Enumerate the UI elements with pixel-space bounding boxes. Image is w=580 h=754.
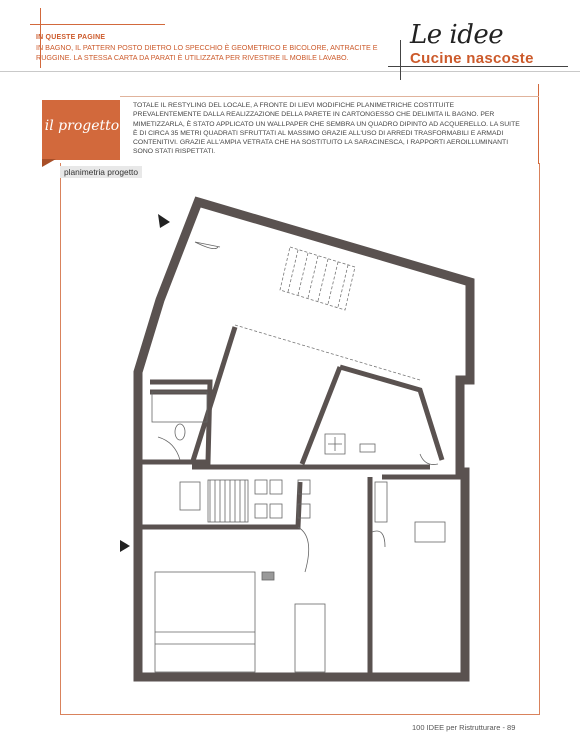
sink — [180, 482, 200, 510]
entry-door-arc — [195, 242, 220, 249]
caption-text: IN BAGNO, IL PATTERN POSTO DIETRO LO SPECCHIO È GEOMETRICO E BICOLORE, ANTRACITE E RUGGINE. LA STESSA CARTA DA PARATI È UTILIZZATA PER RIVESTIRE IL MOBILE LAVABO. — [36, 43, 378, 62]
floor-plan-drawing — [120, 192, 480, 692]
shower — [152, 392, 207, 422]
section-vertical-rule — [400, 40, 401, 80]
stair — [280, 247, 355, 310]
kitchen-grid — [210, 480, 245, 522]
chair — [255, 480, 267, 494]
header-divider — [0, 71, 580, 72]
coffee-table — [262, 572, 274, 580]
chair — [270, 504, 282, 518]
toilet — [175, 424, 185, 440]
suite-partition-2 — [302, 367, 340, 464]
kitchen-counter — [208, 480, 248, 522]
progetto-body-text: TOTALE IL RESTYLING DEL LOCALE, A FRONTE DI LIEVI MODIFICHE PLANIMETRICHE COSTITUITE PREVALENTEMENTE DALLA REALIZZAZIONE DELLA PARETE IN CARTONGESSO CHE DELIMITA IL BAGNO. PER MIMETIZZARLA, È STATO APPLICATO UN WALLPAPER CHE SEMBRA UN QUADRO DIPINTO AD ACQUERELLO. LA SUITE È DI CIRCA 35 METRI QUADRATI SFRUTTATI AL MASSIMO GRAZIE ALL'USO DI ARREDI TRASFORMABILI E ARMADI CONTENITIVI. GRAZIE ALL'AMPIA VETRATA CHE HA SOSTITUITO LA SARACINESCA, I RAPPORTI AEROILLUMINANTI SONO STATI RISPETTATI. — [133, 102, 520, 156]
progetto-badge-label: il progetto — [44, 118, 120, 134]
kitchen-wall — [138, 482, 300, 527]
chair — [255, 504, 267, 518]
outer-wall — [138, 202, 470, 677]
bedroom-door-arc-2 — [372, 531, 385, 547]
chair — [270, 480, 282, 494]
progetto-badge-tab — [42, 159, 56, 167]
bathroom-door-arc — [158, 437, 180, 460]
section-script-title: Le idee — [410, 20, 504, 50]
section-title: Cucine nascoste — [410, 50, 534, 67]
caption-kicker: IN QUESTE PAGINE — [36, 34, 106, 41]
living-door-arc — [298, 527, 309, 572]
top-rule-left — [30, 24, 165, 25]
page-footer: 100 IDEE per Ristrutturare - 89 — [412, 723, 516, 732]
bed — [415, 522, 445, 542]
mezzanine-outline — [235, 325, 420, 380]
side-entry-arrow-icon — [120, 540, 130, 552]
sofa-bed-detail — [155, 632, 255, 644]
bathroom-vanity — [360, 444, 375, 452]
wardrobe — [375, 482, 387, 522]
plan-label: planimetria progetto — [60, 166, 142, 178]
storage-cabinet — [295, 604, 325, 672]
diagonal-partition — [192, 327, 235, 464]
entry-arrow-icon — [158, 214, 170, 228]
suite-partition — [340, 367, 442, 460]
progetto-top-rule — [120, 96, 539, 97]
bedroom-door-arc — [420, 454, 438, 465]
round-tub — [325, 434, 345, 454]
sofa-bed — [155, 572, 255, 672]
